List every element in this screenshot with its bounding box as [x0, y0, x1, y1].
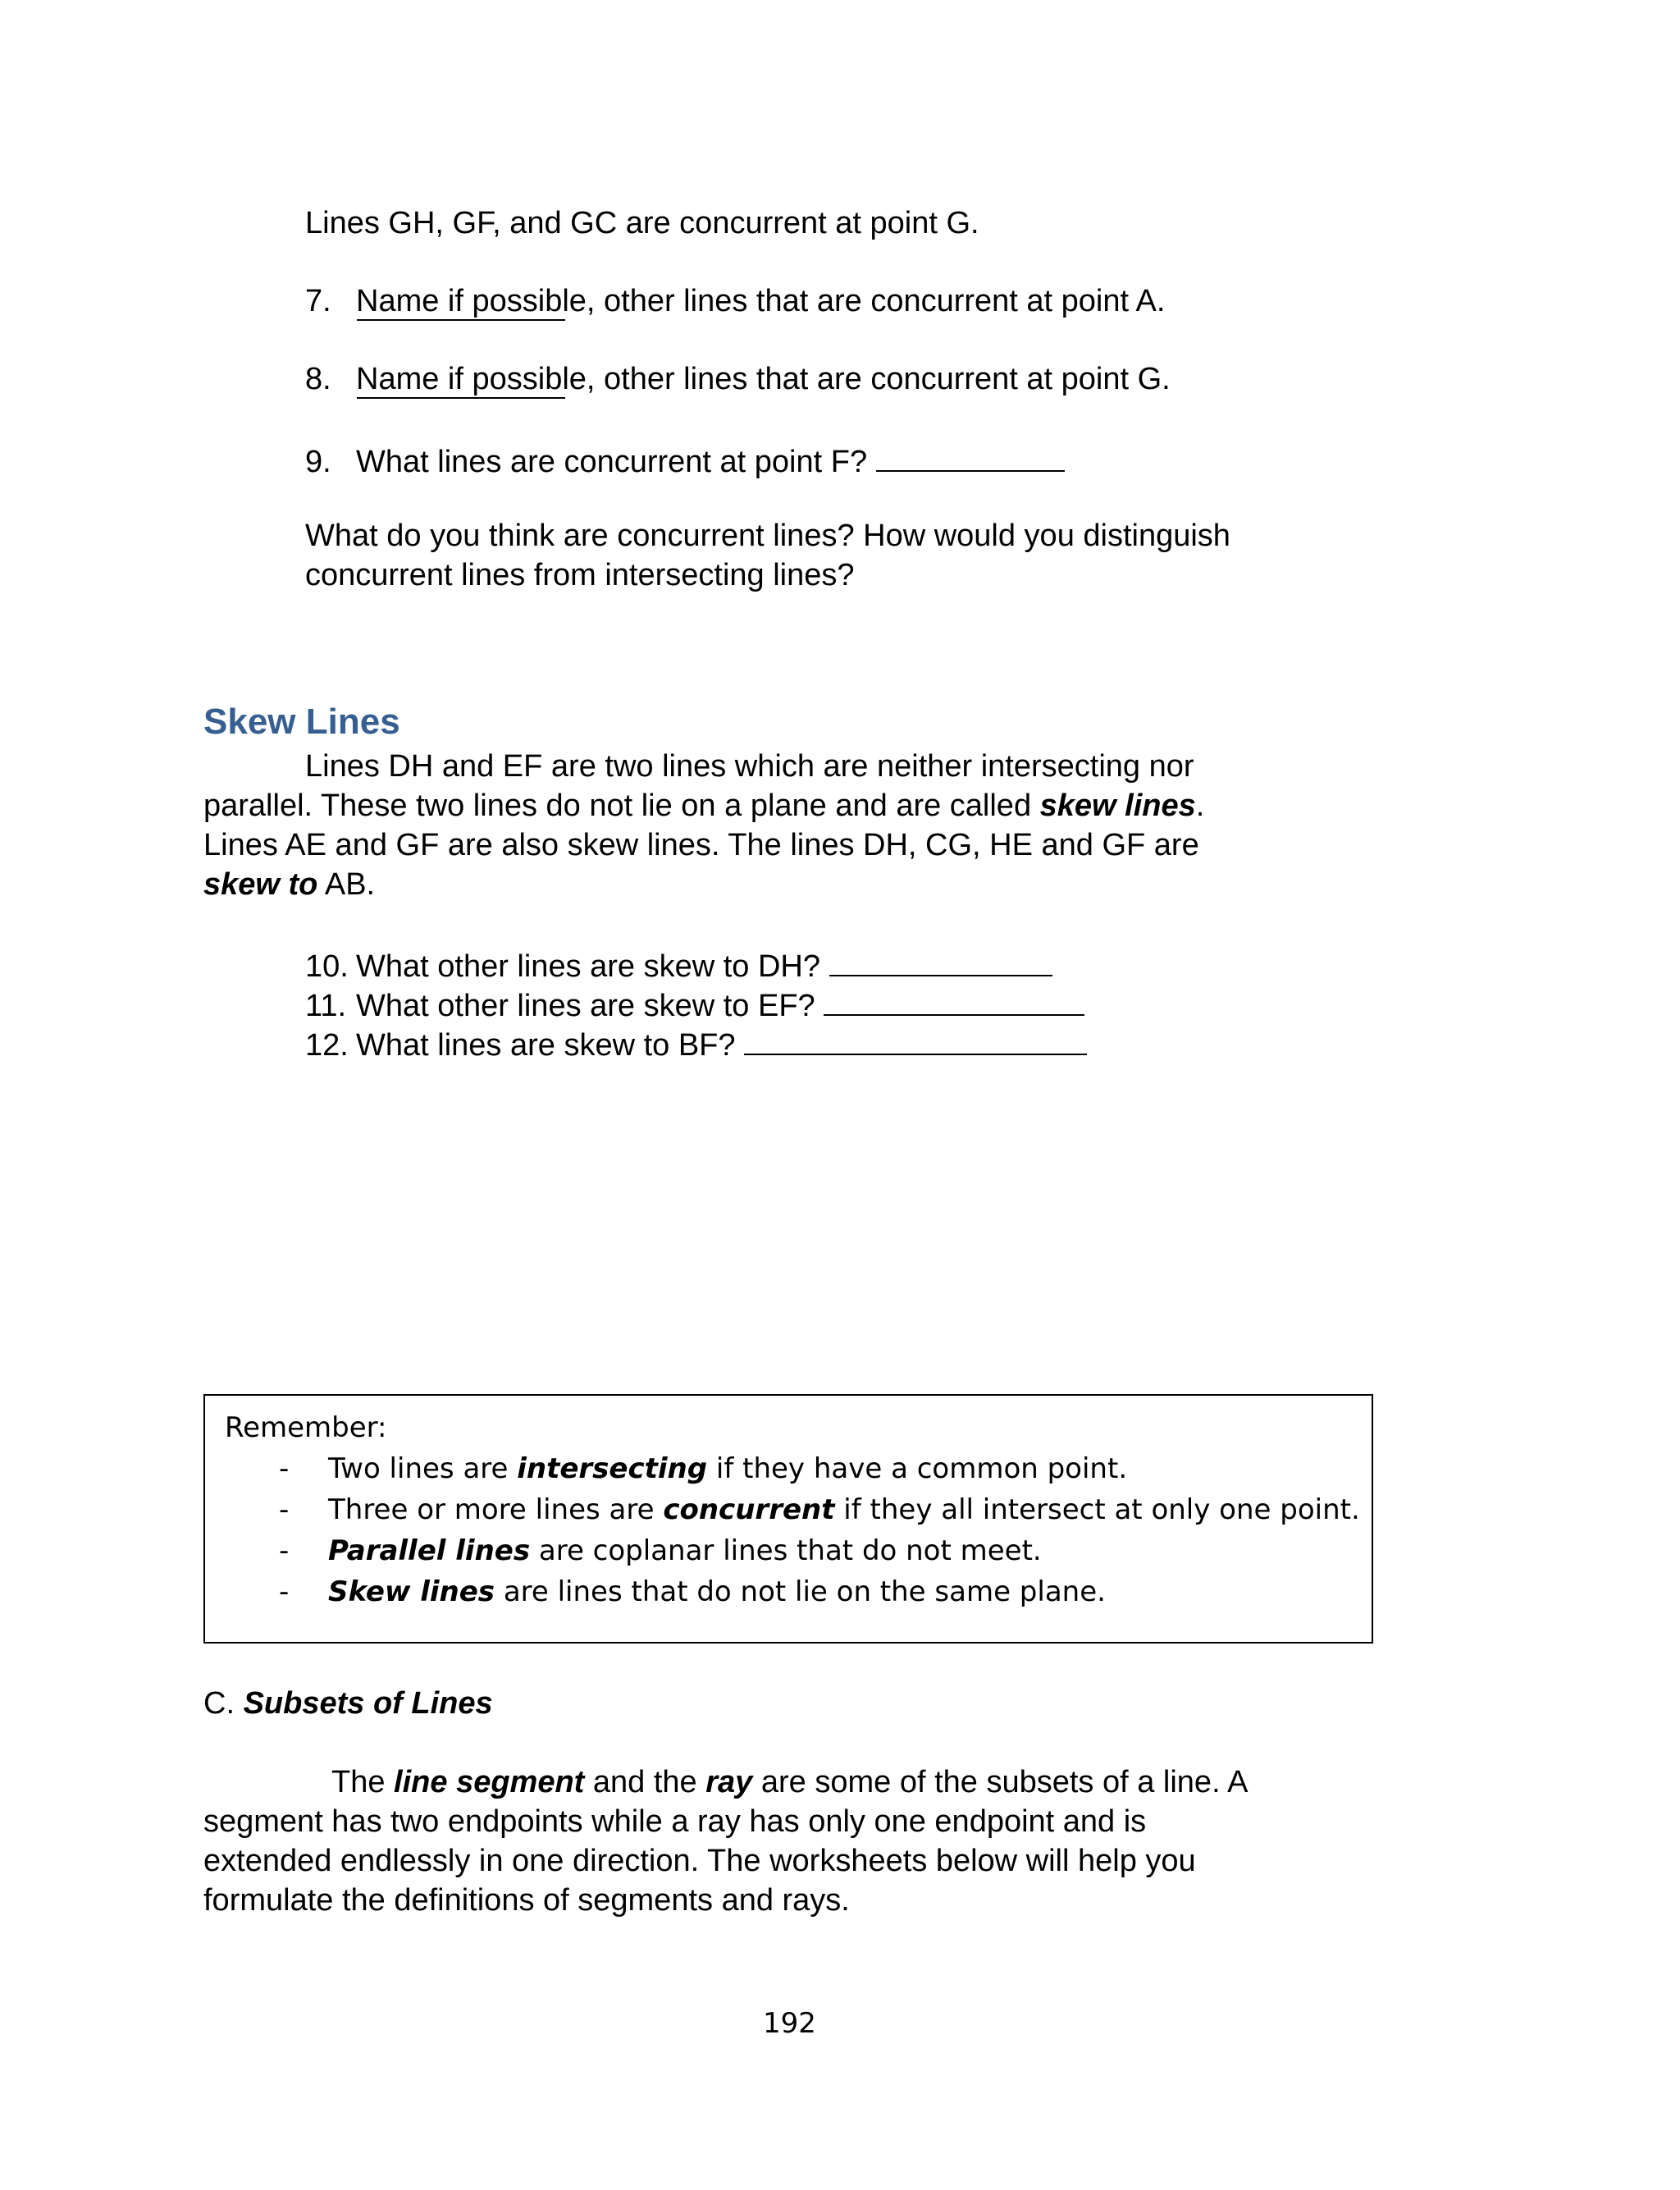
term-line-segment: line segment — [394, 1765, 585, 1799]
dash-marker: - — [279, 1493, 290, 1526]
question-number: 9. — [305, 445, 331, 479]
answer-blank-8[interactable] — [357, 397, 565, 399]
term-intersecting: intersecting — [517, 1452, 708, 1485]
bullet-text: Skew lines are lines that do not lie on the same plane. — [328, 1575, 1106, 1608]
question-text: Name if possible, other lines that are concurrent at point G. — [356, 362, 1171, 396]
term-skew-lines-def: Skew lines — [328, 1575, 495, 1608]
question-10 — [305, 942, 1052, 986]
answer-blank-7[interactable] — [357, 319, 565, 321]
question-number: 7. — [305, 284, 331, 318]
question-text: What lines are concurrent at point F? — [356, 445, 868, 479]
text-span: . — [1195, 789, 1205, 823]
text-span: AB. — [317, 867, 376, 902]
term-skew-to: skew to — [203, 867, 318, 902]
question-text: What other lines are skew to DH? — [356, 949, 821, 984]
text-span: parallel. These two lines do not lie on a plane and are called — [203, 789, 1040, 823]
skew-paragraph-line-3: Lines AE and GF are also skew lines. The lines DH, CG, HE and GF are — [203, 828, 1199, 862]
answer-blank-10[interactable] — [829, 942, 1052, 976]
subsets-paragraph-line-3: extended endlessly in one direction. The worksheets below will help you — [203, 1844, 1196, 1878]
question-text: Name if possible, other lines that are concurrent at point A. — [356, 284, 1166, 318]
skew-paragraph-line-1: Lines DH and EF are two lines which are neither intersecting nor — [305, 749, 1194, 784]
skew-paragraph-line-4 — [203, 865, 375, 904]
question-8 — [305, 359, 1171, 399]
subsets-paragraph-line-4: formulate the definitions of segments and rays. — [203, 1883, 850, 1918]
dash-marker: - — [279, 1452, 290, 1485]
bullet-text: Three or more lines are concurrent if they all intersect at only one point. — [328, 1493, 1360, 1526]
section-letter: C. — [203, 1686, 244, 1721]
remember-title: Remember: — [225, 1411, 387, 1444]
think-question-line-2: concurrent lines from intersecting lines? — [305, 558, 855, 592]
intro-line: Lines GH, GF, and GC are concurrent at point G. — [305, 206, 979, 240]
question-11 — [305, 981, 1084, 1026]
dash-marker: - — [279, 1534, 290, 1567]
question-text: What lines are skew to BF? — [356, 1028, 736, 1063]
term-concurrent: concurrent — [663, 1493, 835, 1526]
bullet-text: Two lines are intersecting if they have a common point. — [328, 1452, 1128, 1485]
subsets-paragraph-line-1: The line segment and the ray are some of the subsets of a line. A — [331, 1765, 1249, 1799]
subsets-heading — [203, 1684, 493, 1723]
skew-paragraph-line-2 — [203, 786, 1204, 825]
bullet-text: Parallel lines are coplanar lines that do not meet. — [328, 1534, 1042, 1567]
answer-blank-11[interactable] — [824, 981, 1084, 1016]
question-number: 12. — [305, 1028, 349, 1063]
page-number: 192 — [763, 2007, 816, 2040]
answer-blank-9[interactable] — [876, 437, 1065, 472]
question-7 — [305, 281, 1165, 321]
question-number: 10. — [305, 949, 349, 984]
think-question-line-1: What do you think are concurrent lines? How would you distinguish — [305, 519, 1230, 553]
term-skew-lines: skew lines — [1039, 789, 1196, 823]
subsets-paragraph-line-2: segment has two endpoints while a ray has only one endpoint and is — [203, 1804, 1147, 1839]
question-9 — [305, 437, 1065, 482]
question-number: 8. — [305, 362, 331, 396]
dash-marker: - — [279, 1575, 290, 1608]
question-text: What other lines are skew to EF? — [356, 989, 815, 1023]
subsets-title: Subsets of Lines — [243, 1686, 493, 1721]
question-12 — [305, 1021, 1087, 1065]
skew-lines-heading: Skew Lines — [203, 702, 400, 742]
remember-box — [203, 1394, 1373, 1644]
term-ray: ray — [705, 1765, 753, 1799]
answer-blank-12[interactable] — [744, 1021, 1087, 1055]
term-parallel-lines: Parallel lines — [328, 1534, 531, 1567]
question-number: 11. — [305, 989, 347, 1023]
